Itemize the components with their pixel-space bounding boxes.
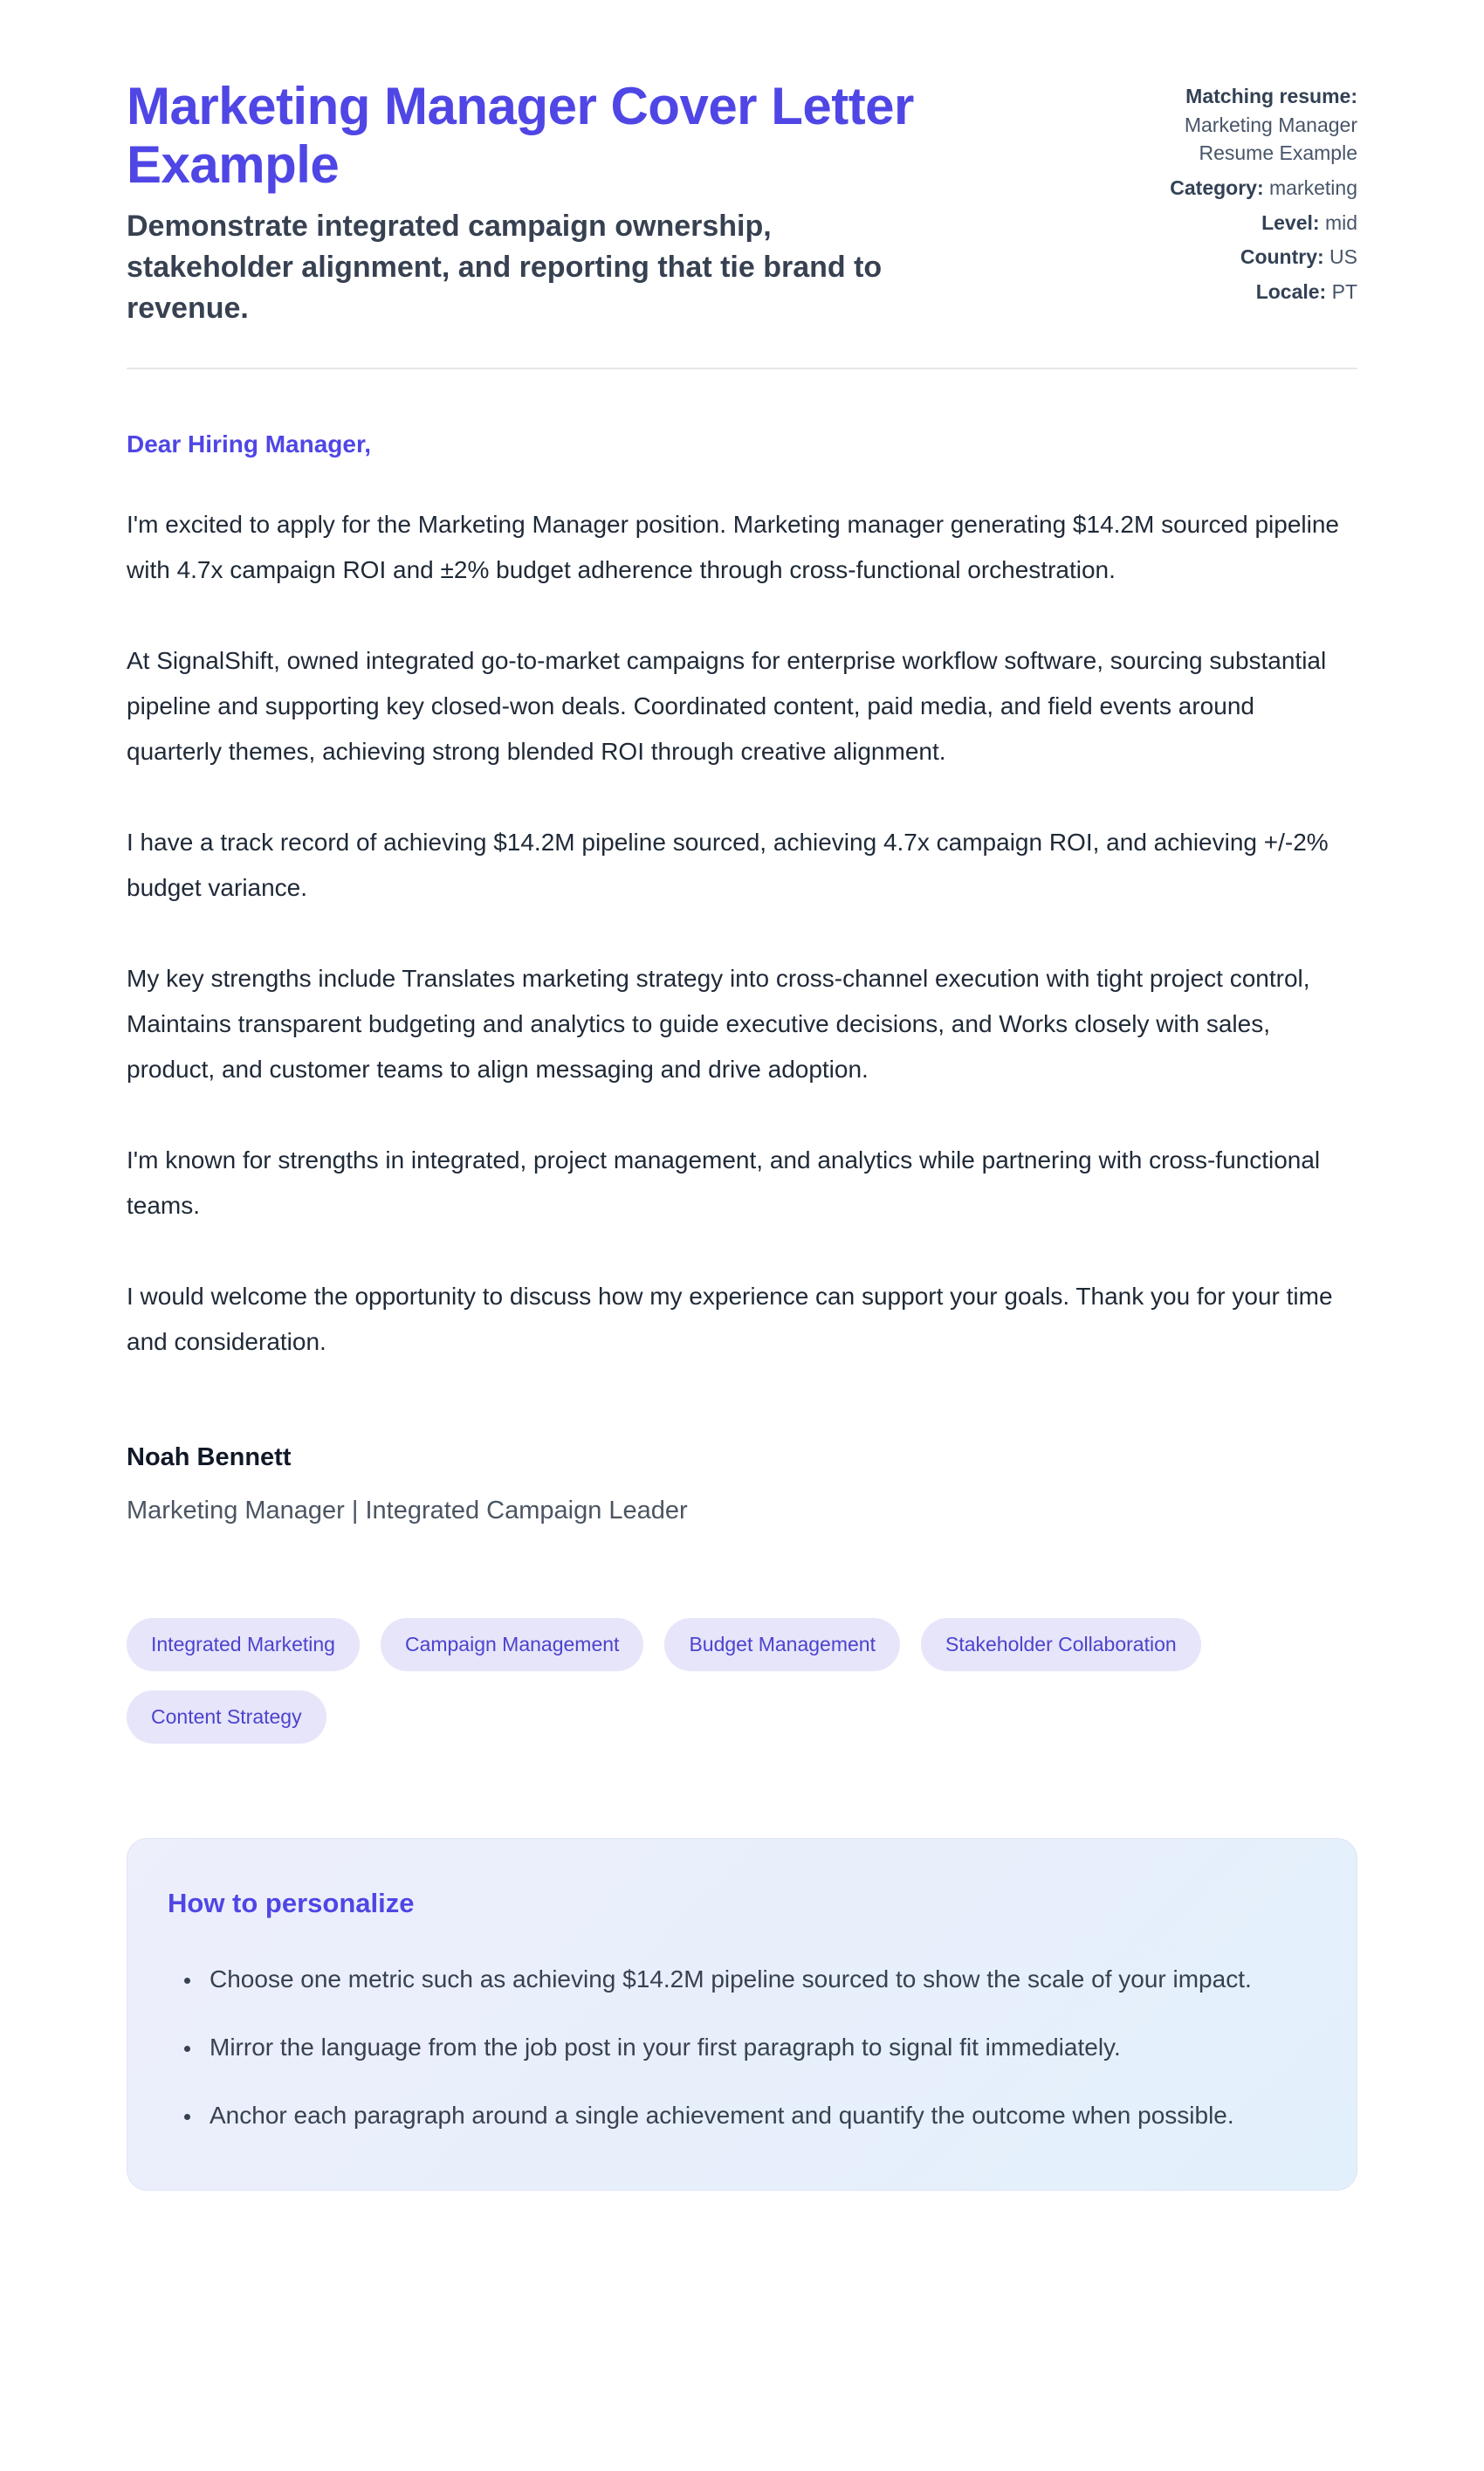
letter-paragraph: My key strengths include Translates marketing strategy into cross-channel execution with tight project control, Maintains transparent budgeting and analytics to guide executive decisions, and Works closely with sales, product, and customer teams to align messaging and drive adoption. (127, 965, 1310, 1084)
personalize-tip: • Anchor each paragraph around a single achievement and quantify the outcome when possible. (203, 2094, 1318, 2137)
meta-value: US (1329, 245, 1357, 269)
page-title: Marketing Manager Cover Letter Example (127, 77, 914, 195)
cover-letter-body (127, 430, 1357, 1525)
greeting: Dear Hiring Manager, (127, 430, 372, 458)
meta-item (1117, 278, 1357, 306)
personalize-box (127, 1838, 1357, 2191)
header (127, 77, 1357, 329)
header-divider (127, 368, 1357, 369)
signature-title: Marketing Manager | Integrated Campaign Leader (127, 1497, 688, 1525)
meta-label: Category: (1170, 176, 1264, 199)
skill-tag: Integrated Marketing (127, 1618, 360, 1671)
skill-tag: Stakeholder Collaboration (921, 1618, 1201, 1671)
skill-tag: Content Strategy (127, 1690, 326, 1744)
meta-value: mid (1324, 210, 1357, 234)
meta-label: Locale: (1255, 279, 1327, 303)
page-subtitle: Demonstrate integrated campaign ownership, stakeholder alignment, and reporting that tie brand to revenue. (127, 210, 883, 326)
skill-tag: Budget Management (664, 1618, 900, 1671)
meta-item (1117, 174, 1357, 203)
personalize-title: How to personalize (168, 1888, 415, 1919)
letter-paragraph: At SignalShift, owned integrated go-to-market campaigns for enterprise workflow software, sourcing substantial pipeline and supporting key closed-won deals. Coordinated content, paid media, and field events around quarterly themes, achieving strong blended ROI through creative alignment. (127, 647, 1327, 766)
signature-name: Noah Bennett (127, 1443, 292, 1472)
letter-paragraph: I'm known for strengths in integrated, project management, and analytics while partnering with cross-functional teams. (127, 1146, 1321, 1220)
letter-paragraph: I have a track record of achieving $14.2M pipeline sourced, achieving 4.7x campaign ROI, and achieving +/-2% budget variance. (127, 829, 1329, 902)
page (127, 0, 1357, 2191)
meta-value: PT (1331, 279, 1357, 303)
meta-value: Marketing Manager Resume Example (1184, 113, 1357, 165)
meta-label: Level: (1261, 210, 1320, 234)
letter-paragraphs (127, 502, 1357, 1365)
skill-tags (127, 1618, 1296, 1744)
meta-label: Country: (1240, 245, 1324, 269)
header-title-block (127, 77, 943, 329)
meta-item (1117, 243, 1357, 272)
personalize-tips (166, 1958, 1318, 2137)
letter-paragraph: I'm excited to apply for the Marketing Manager position. Marketing manager generating $14.2M sourced pipeline with 4.7x campaign ROI and ±2% budget adherence through cross-functional orchestration. (127, 511, 1340, 584)
personalize-tip: • Choose one metric such as achieving $14.2M pipeline sourced to show the scale of your impact. (203, 1958, 1318, 2001)
letter-paragraph: I would welcome the opportunity to discuss how my experience can support your goals. Thank you for your time and consideration. (127, 1283, 1333, 1356)
meta-item (1117, 209, 1357, 237)
meta-label: Matching resume: (1185, 85, 1357, 107)
meta-value: marketing (1269, 176, 1357, 199)
meta-item (1117, 82, 1357, 168)
personalize-tip: • Mirror the language from the job post in your first paragraph to signal fit immediately. (203, 2026, 1318, 2069)
skill-tag: Campaign Management (381, 1618, 643, 1671)
resume-meta (1117, 77, 1357, 313)
signature (127, 1443, 1357, 1525)
